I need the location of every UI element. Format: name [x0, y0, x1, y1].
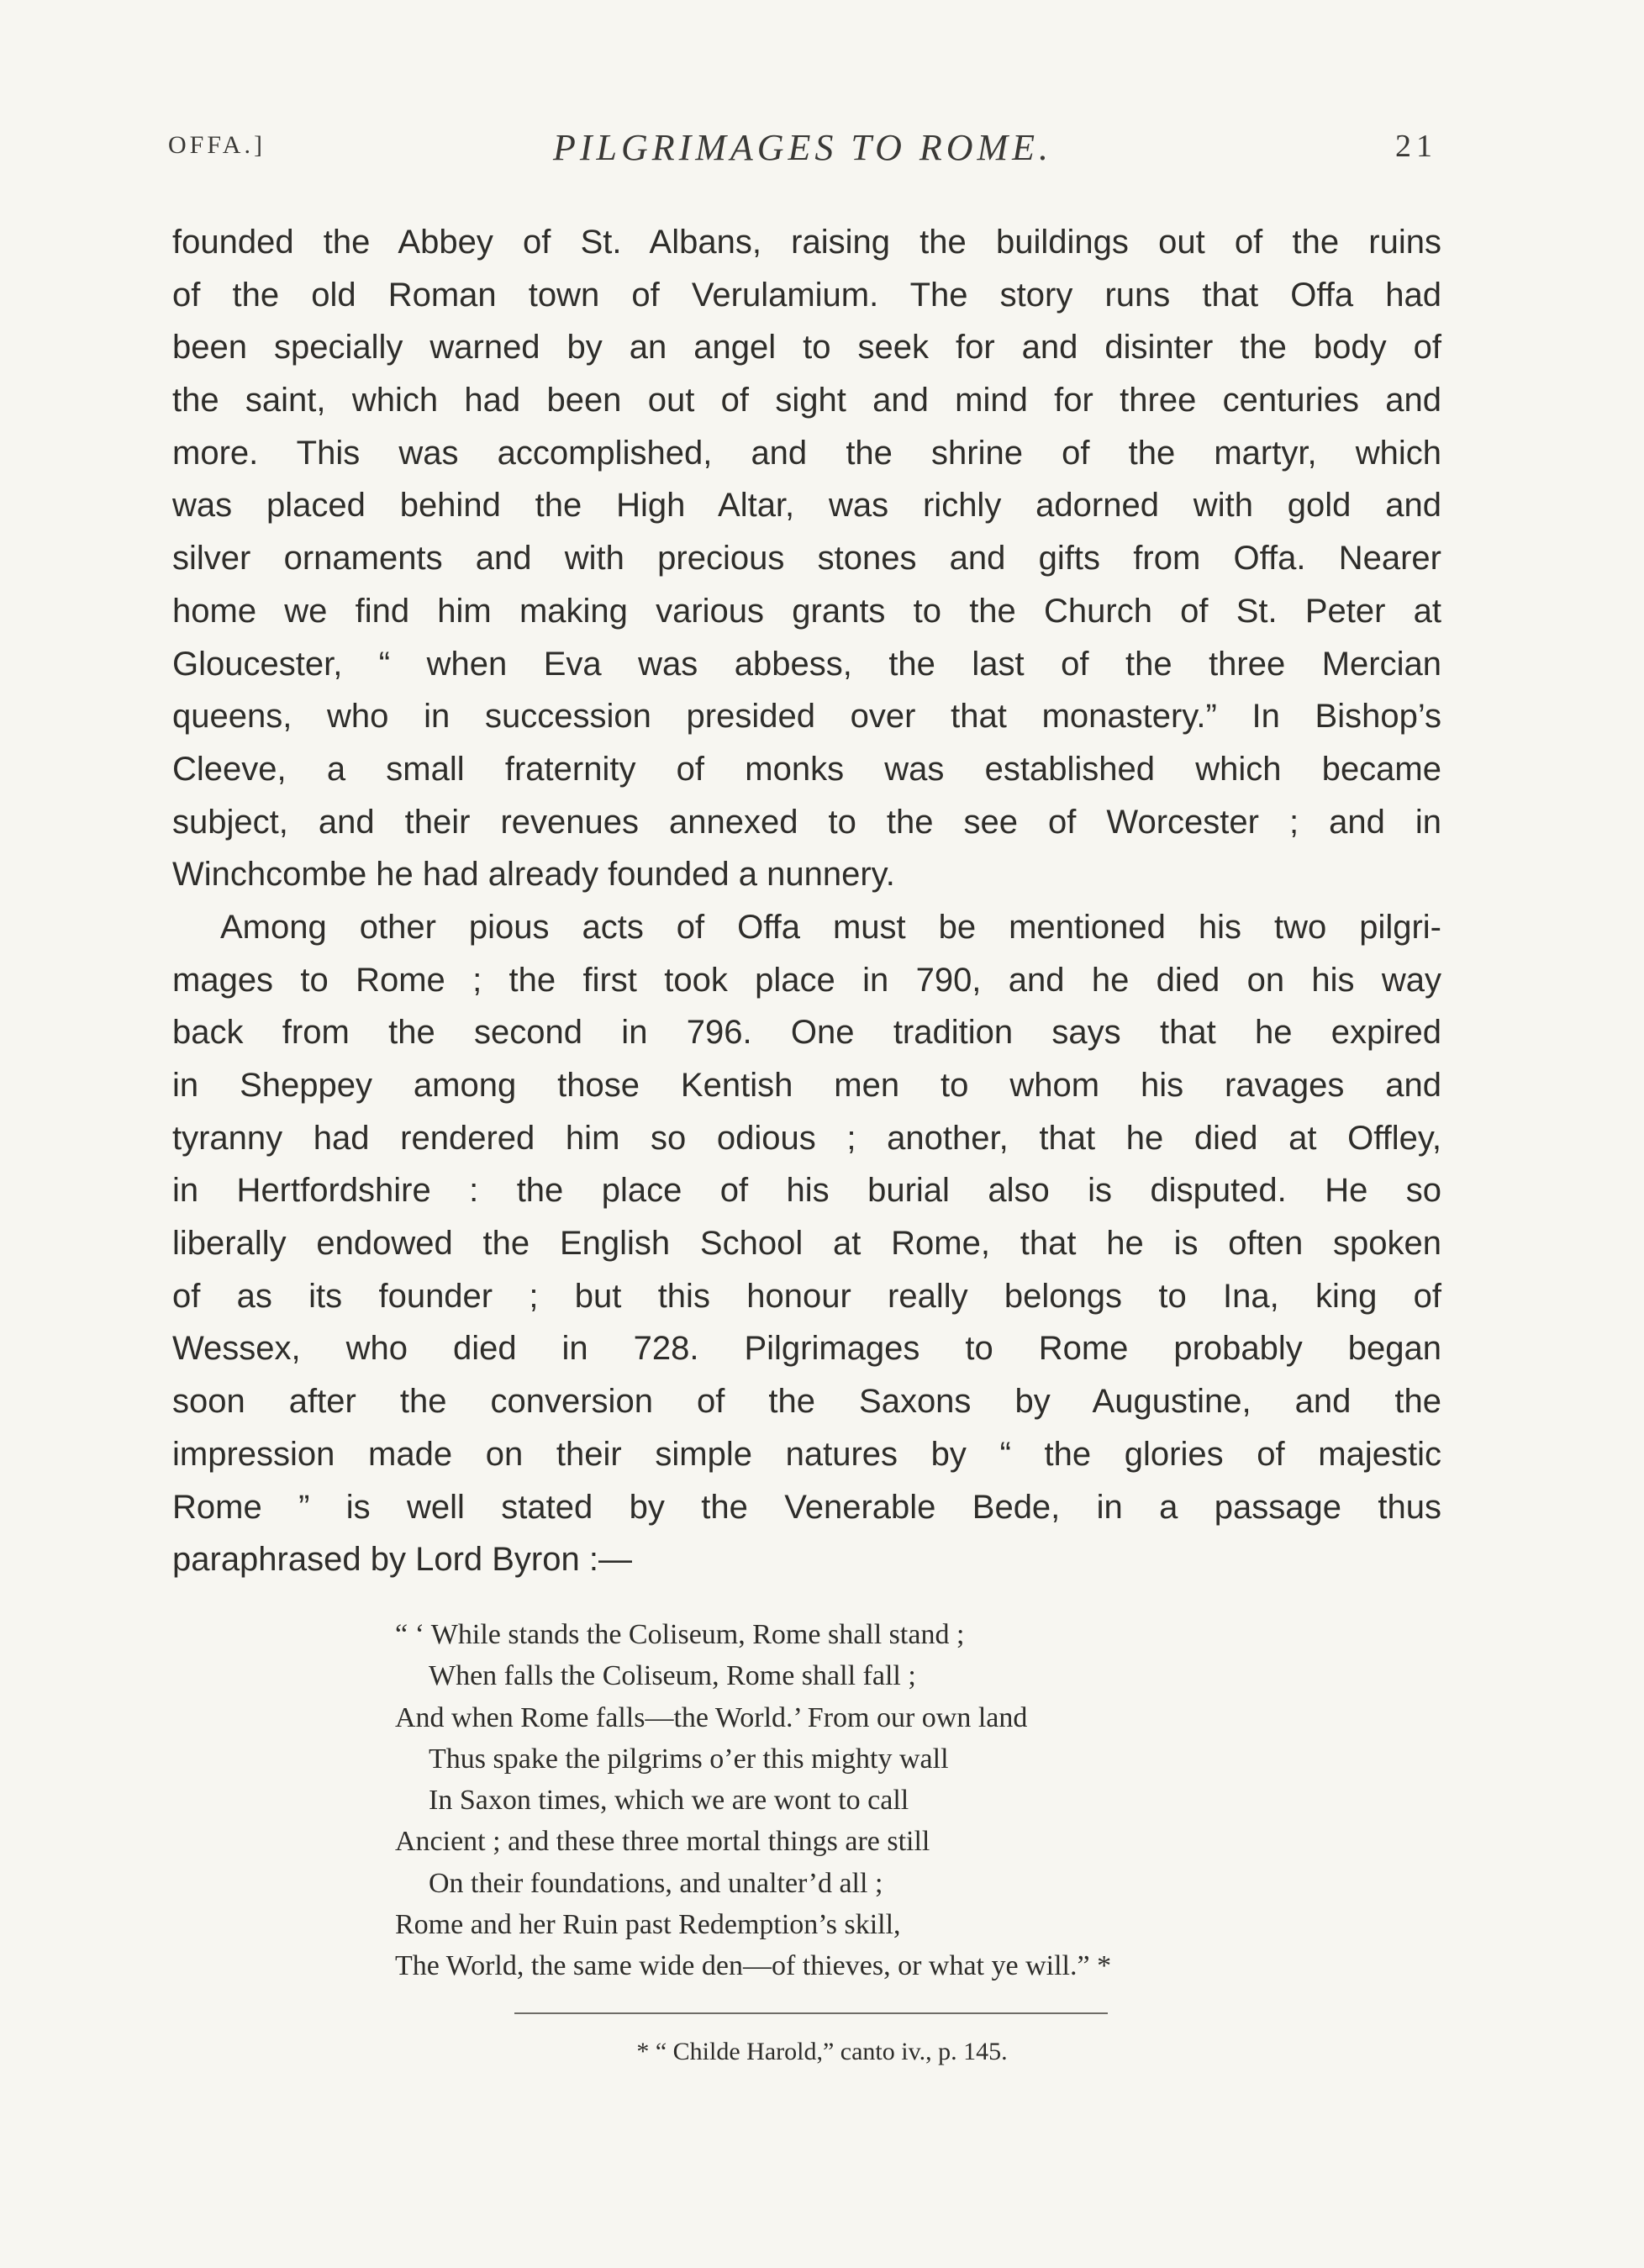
- header-section-label: OFFA.]: [168, 131, 266, 159]
- verse-line: On their foundations, and unalter’d all ;: [429, 1867, 883, 1899]
- verse-line: Ancient ; and these three mortal things are still: [395, 1826, 930, 1858]
- page-number: 21: [1395, 129, 1437, 164]
- verse-line: “ ‘ While stands the Coliseum, Rome shall stand ;: [395, 1619, 965, 1650]
- verse-quotation: [395, 1614, 1320, 1987]
- text-line: of the old Roman town of Verulamium. The story runs that Offa had: [172, 276, 1441, 314]
- verse-line: And when Rome falls—the World.’ From our own land: [395, 1701, 1028, 1733]
- text-line: tyranny had rendered him so odious ; another, that he died at Offley,: [172, 1119, 1441, 1157]
- text-line: more. This was accomplished, and the shrine of the martyr, which: [172, 434, 1441, 472]
- text-line: was placed behind the High Altar, was richly adorned with gold and: [172, 487, 1441, 525]
- text-line: been specially warned by an angel to seek for and disinter the body of: [172, 329, 1441, 367]
- text-line: impression made on their simple natures by “ the glories of majestic: [172, 1435, 1441, 1473]
- text-line: in Sheppey among those Kentish men to whom his ravages and: [172, 1067, 1441, 1104]
- text-line: paraphrased by Lord Byron :—: [172, 1541, 632, 1579]
- verse-line: Rome and her Ruin past Redemption’s skill,: [395, 1909, 901, 1941]
- text-line: queens, who in succession presided over that monastery.” In Bishop’s: [172, 698, 1441, 736]
- text-line: of as its founder ; but this honour really belongs to Ina, king of: [172, 1277, 1441, 1315]
- text-line: founded the Abbey of St. Albans, raising the buildings out of the ruins: [172, 224, 1441, 261]
- text-line: silver ornaments and with precious stones and gifts from Offa. Nearer: [172, 540, 1441, 578]
- text-line: in Hertfordshire : the place of his burial also is disputed. He so: [172, 1172, 1441, 1210]
- text-line: the saint, which had been out of sight and mind for three centuries and: [172, 382, 1441, 419]
- text-line: Gloucester, “ when Eva was abbess, the last of the three Mercian: [172, 645, 1441, 683]
- running-header: [168, 126, 1437, 177]
- text-line: Rome ” is well stated by the Venerable Bede, in a passage thus: [172, 1488, 1441, 1526]
- text-line: back from the second in 796. One tradition says that he expired: [172, 1014, 1441, 1052]
- text-line: liberally endowed the English School at Rome, that he is often spoken: [172, 1225, 1441, 1263]
- text-line: mages to Rome ; the first took place in 790, and he died on his way: [172, 961, 1441, 999]
- body-text: [172, 216, 1441, 1586]
- verse-line: In Saxon times, which we are wont to call: [429, 1785, 909, 1817]
- text-line: Cleeve, a small fraternity of monks was established which became: [172, 750, 1441, 788]
- verse-line: Thus spake the pilgrims o’er this mighty wall: [429, 1743, 949, 1775]
- verse-line: The World, the same wide den—of thieves, or what ye will.” *: [395, 1950, 1112, 1982]
- footnote-divider: [514, 2012, 1108, 2014]
- text-line: Winchcombe he had already founded a nunnery.: [172, 856, 895, 894]
- text-line: Wessex, who died in 728. Pilgrimages to Rome probably began: [172, 1330, 1441, 1368]
- text-line: soon after the conversion of the Saxons by Augustine, and the: [172, 1383, 1441, 1421]
- verse-line: When falls the Coliseum, Rome shall fall ;: [429, 1660, 916, 1692]
- text-line: subject, and their revenues annexed to the see of Worcester ; and in: [172, 803, 1441, 841]
- footnote: * “ Childe Harold,” canto iv., p. 145.: [636, 2038, 1008, 2065]
- paragraph-start-line: Among other pious acts of Offa must be mentioned his two pilgri-: [220, 908, 1441, 946]
- text-line: home we find him making various grants to the Church of St. Peter at: [172, 592, 1441, 630]
- header-title: PILGRIMAGES TO ROME.: [552, 127, 1053, 168]
